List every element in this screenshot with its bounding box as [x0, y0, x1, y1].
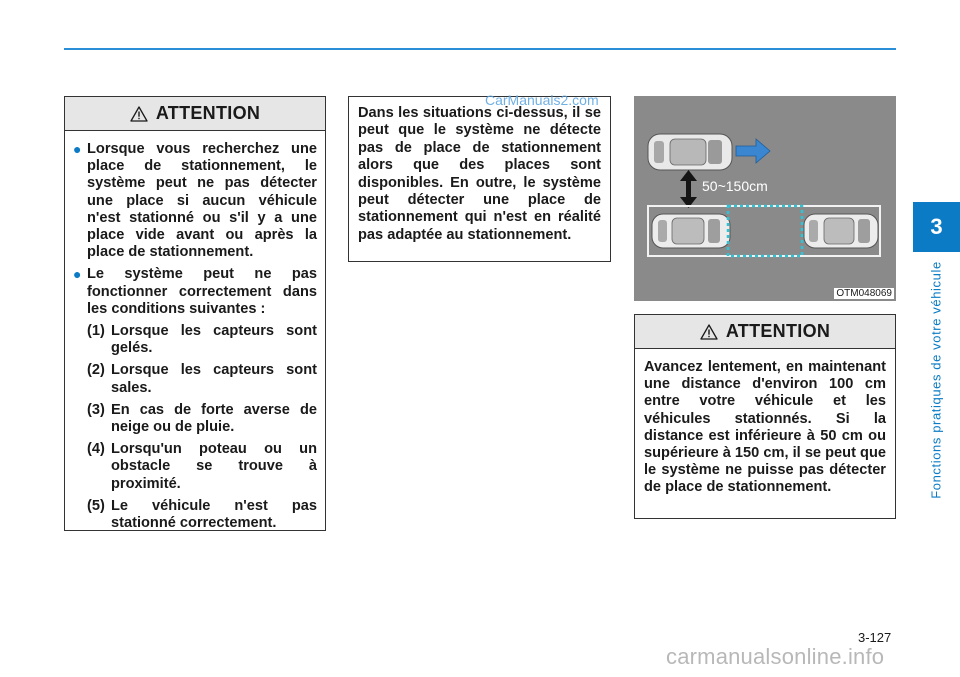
distance-label: 50~150cm	[702, 178, 768, 194]
bullet-text: Le système peut ne pas fonctionner correctement dans les conditions suivantes :	[87, 266, 317, 317]
bullet-text: Lorsque vous recherchez une place de stationnement, le système peut ne pas détecter une place si aucun véhicule n'est stationné ou s'il y a une place vide avant ou après la place de stationnement.	[87, 141, 317, 261]
condition-text: En cas de forte averse de neige ou de pluie.	[111, 401, 317, 436]
attention-title: ATTENTION	[155, 103, 261, 123]
chapter-title: Fonctions pratiques de votre véhicule	[928, 261, 944, 499]
watermark-text: CarManuals2.com	[485, 92, 599, 108]
page-number: 3-127	[858, 630, 892, 645]
chapter-tab: 3	[913, 202, 960, 252]
attention-body	[65, 131, 325, 532]
condition-item	[87, 323, 317, 357]
attention-box-left	[64, 96, 326, 531]
info-paragraph-box	[348, 96, 611, 262]
condition-item	[87, 362, 317, 396]
parking-diagram	[634, 96, 896, 301]
condition-number: (4)	[87, 441, 105, 458]
parking-illustration	[634, 96, 896, 301]
attention-title: ATTENTION	[725, 321, 831, 341]
condition-text: Lorsque les capteurs sont gelés.	[111, 323, 317, 357]
conditions-list	[87, 323, 317, 532]
condition-item	[87, 441, 317, 493]
moving-car-icon	[648, 134, 732, 170]
bullet-item	[73, 141, 317, 261]
parked-car-right-icon	[804, 214, 878, 248]
parked-car-left-icon	[652, 214, 730, 248]
bullet-dot-icon: ●	[73, 141, 82, 157]
footer-site-mark: carmanualsonline.info	[666, 644, 885, 669]
bullet-dot-icon: ●	[73, 266, 82, 283]
figure-code: OTM048069	[836, 288, 892, 299]
attention-text: Avancez lentement, en maintenant une distance d'environ 100 cm entre votre véhicule et les véhicules stationnés. Si la distance est inférieure à 50 cm ou supérieure à 150 cm, il se peut que le système ne puisse pas détecter de place de stationnement.	[644, 359, 886, 496]
condition-text: Lorsque les capteurs sont sales.	[111, 362, 317, 396]
top-rule	[64, 48, 896, 50]
condition-number: (3)	[87, 401, 105, 418]
warning-triangle-icon	[130, 106, 148, 122]
warning-triangle-icon	[700, 324, 718, 340]
condition-item	[87, 402, 317, 436]
condition-item	[87, 498, 317, 532]
empty-parking-space	[728, 206, 802, 256]
condition-number: (1)	[87, 323, 105, 340]
info-paragraph: Dans les situations ci-dessus, il se peut que le système ne détecte pas de place de stationnement alors que des places sont disponibles. En outre, le système peut détecter une place de stationnement qui n'est en réalité pas adaptée au stationnement.	[358, 105, 601, 243]
attention-header	[635, 315, 895, 349]
condition-text: Lorsqu'un poteau ou un obstacle se trouve à proximité.	[111, 441, 317, 492]
distance-arrow-icon	[680, 170, 697, 208]
forward-arrow-icon	[736, 139, 770, 163]
condition-number: (5)	[87, 497, 105, 514]
attention-header	[65, 97, 325, 131]
bullet-item	[73, 266, 317, 318]
attention-box-right	[634, 314, 896, 519]
attention-body	[635, 349, 895, 497]
condition-text: Le véhicule n'est pas stationné correctement.	[111, 497, 317, 532]
condition-number: (2)	[87, 362, 105, 379]
